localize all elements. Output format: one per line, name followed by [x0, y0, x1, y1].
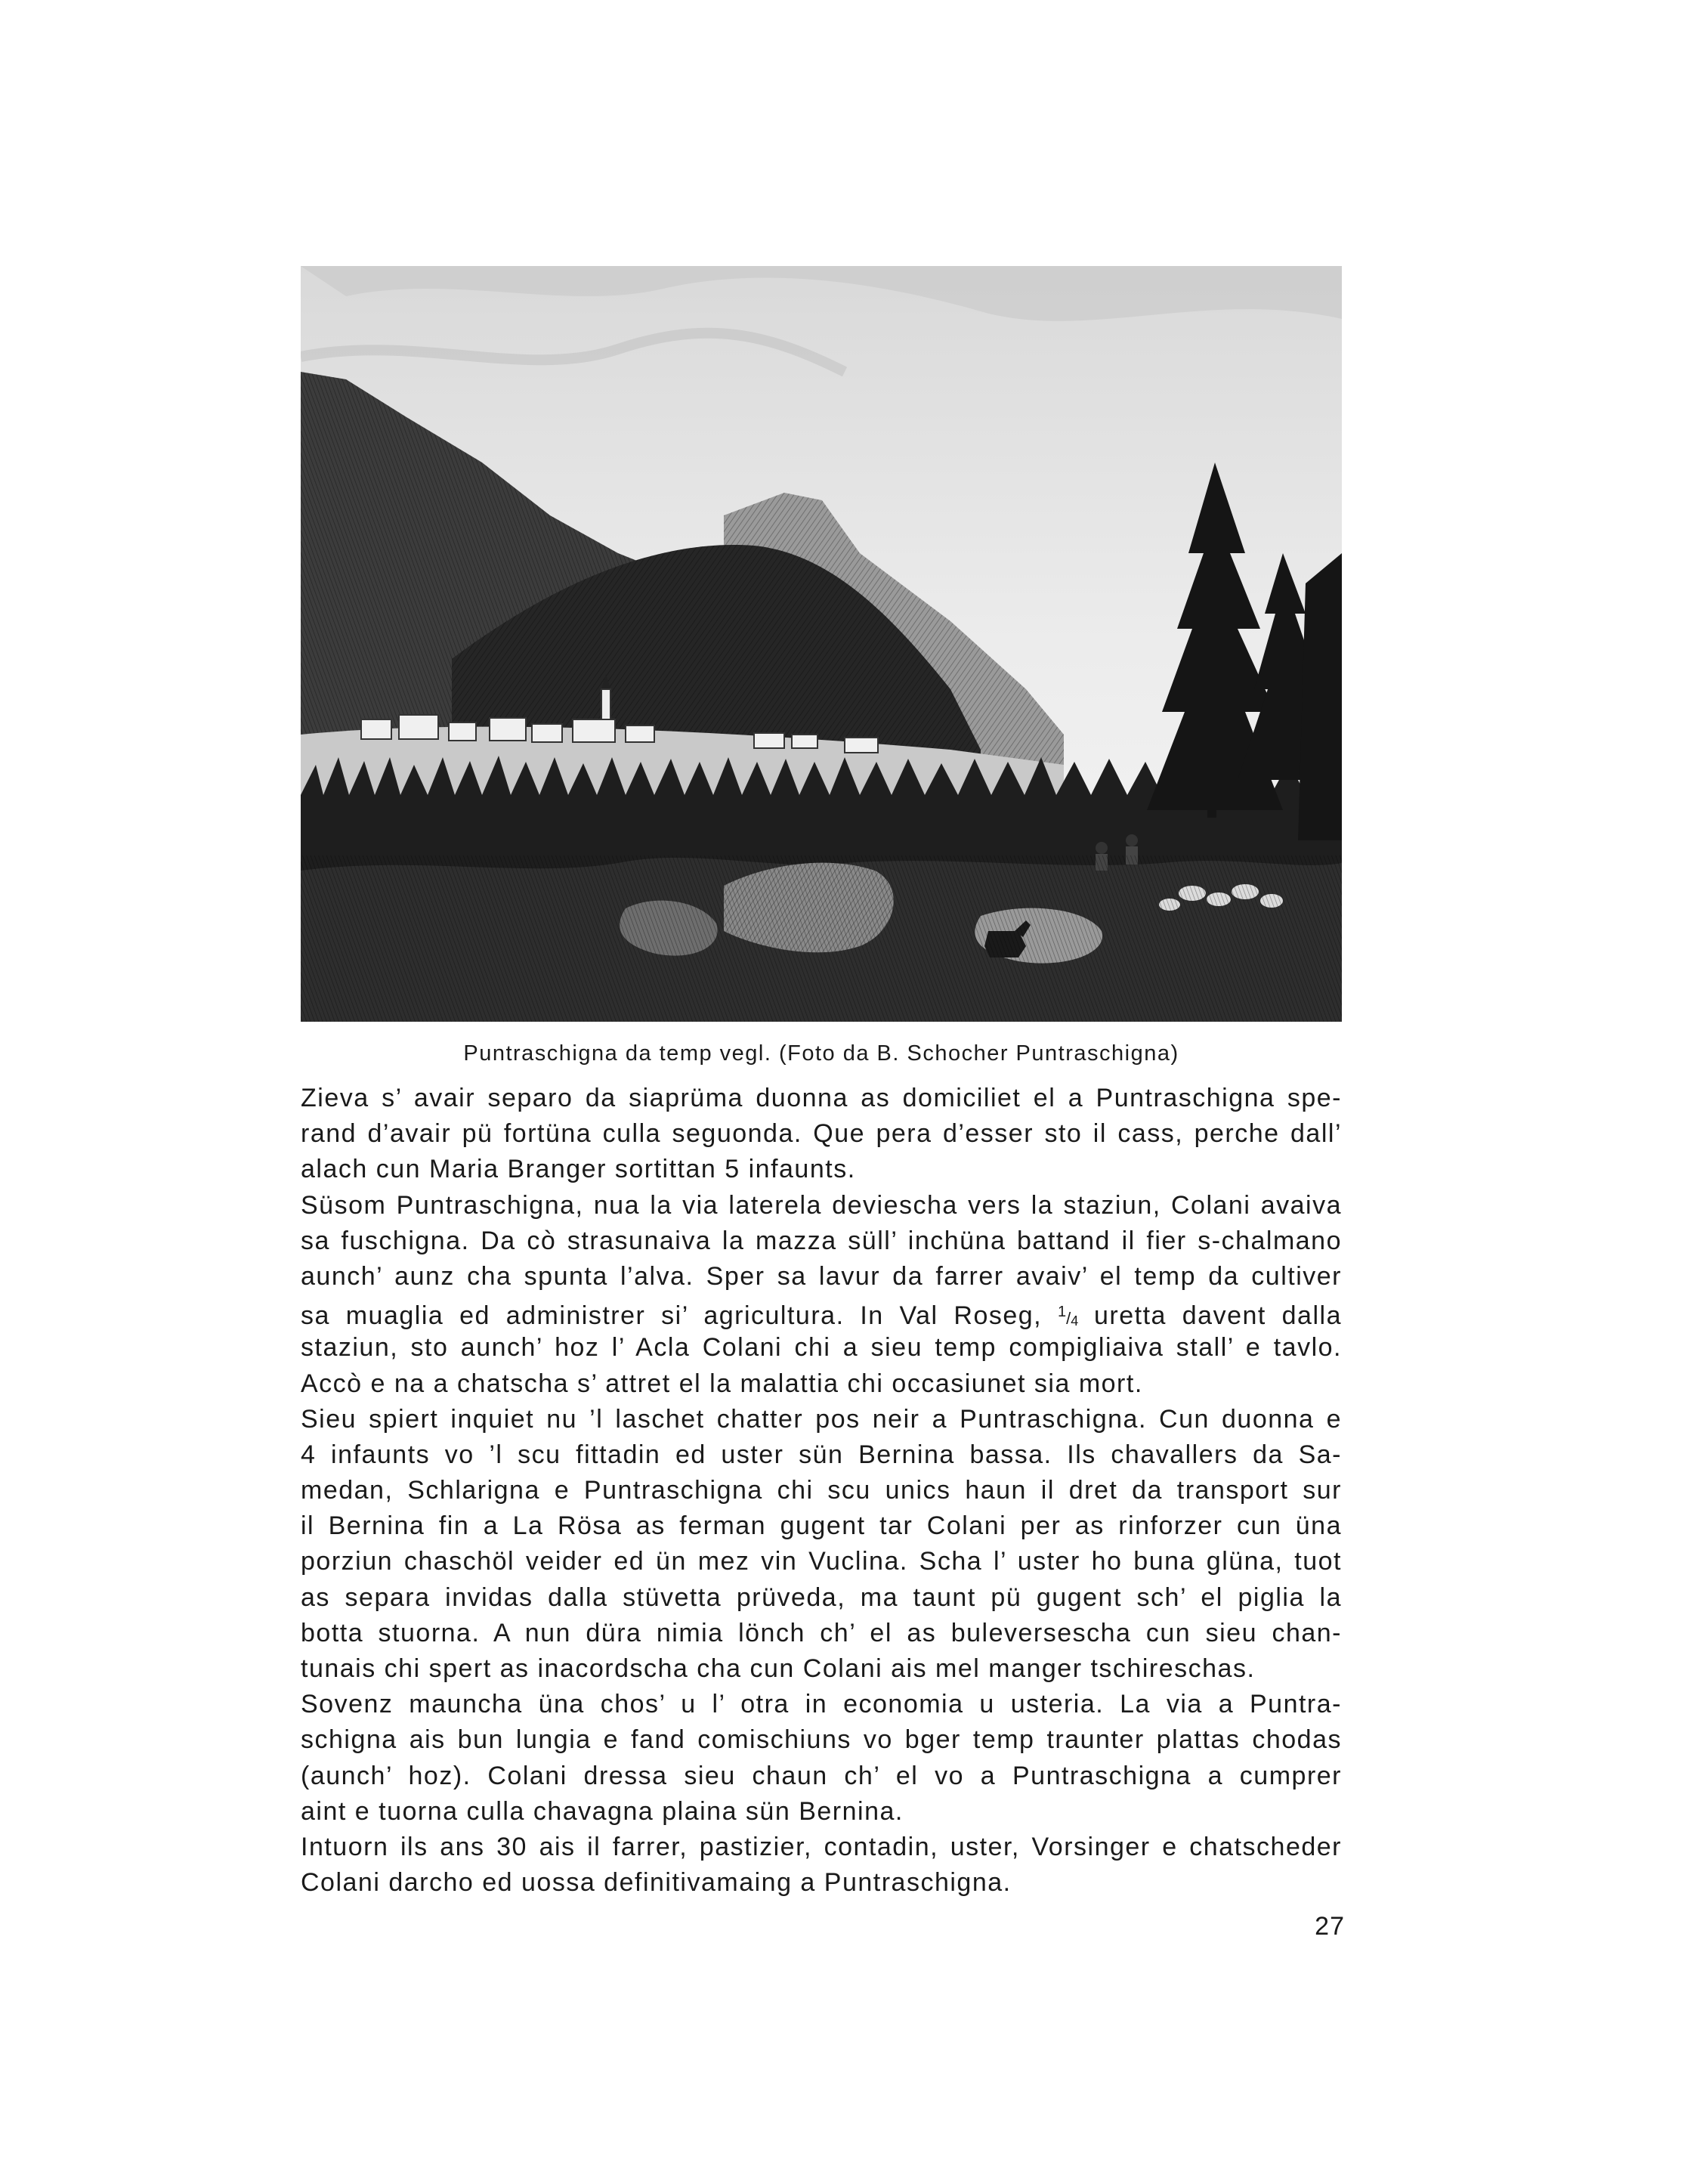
text-segment: uretta davent dalla: [1094, 1301, 1342, 1331]
fraction-quarter: $^1/_4$: [1057, 1304, 1079, 1329]
text-line: schigna ais bun lungia e fand comischiuns vo bger temp traunter plattas chodas: [301, 1725, 1342, 1755]
engraving-illustration: [301, 266, 1342, 1022]
text-line: tunais chi spert as inacordscha cha cun Colani ais mel manger tschireschas.: [301, 1654, 1256, 1683]
fraction-numerator: 1: [1057, 1304, 1067, 1321]
figure-caption: Puntraschigna da temp vegl. (Foto da B. Schocher Puntraschigna): [463, 1041, 1179, 1066]
fraction-denominator: 4: [1071, 1313, 1079, 1329]
text-line: Intuorn ils ans 30 ais il farrer, pastizier, contadin, uster, Vorsinger e chatscheder: [301, 1832, 1342, 1861]
text-segment: sa muaglia ed administrer si’ agricultura. In Val Roseg,: [301, 1301, 1043, 1331]
text-line: Zieva s’ avair separo da siaprüma duonna as domiciliet el a Puntraschigna spe-: [301, 1084, 1342, 1112]
text-line: Accò e na a chatscha s’ attret el la malattia chi occasiunet sia mort.: [301, 1369, 1143, 1398]
text-line: aunch’ aunz cha spunta l’alva. Sper sa lavur da farrer avaiv’ el temp da cultiver: [301, 1261, 1342, 1291]
engraving-figure: [301, 266, 1342, 1022]
text-line: medan, Schlarigna e Puntraschigna chi scu unics haun il dret da transport sur: [301, 1476, 1342, 1505]
text-line-with-fraction: [301, 1295, 1342, 1330]
text-line: il Bernina fin a La Rösa as ferman gugent tar Colani per as rinforzer cun üna: [301, 1511, 1342, 1541]
text-line: aint e tuorna culla chavagna plaina sün Bernina.: [301, 1796, 904, 1826]
page-number: 27: [1315, 1912, 1345, 1941]
text-line: alach cun Maria Branger sortittan 5 infaunts.: [301, 1155, 856, 1184]
text-line: staziun, sto aunch’ hoz l’ Acla Colani chi a sieu temp compigliaiva stall’ e tavlo.: [301, 1333, 1342, 1363]
article-body: [301, 1081, 1342, 1901]
text-line: Süsom Puntraschigna, nua la via laterela deviescha vers la staziun, Colani avaiva: [301, 1190, 1342, 1220]
text-line: botta stuorna. A nun düra nimia lönch ch’ el as buleversescha cun sieu chan-: [301, 1618, 1342, 1647]
text-line: as separa invidas dalla stüvetta prüveda, ma taunt pü gugent sch’ el piglia la: [301, 1582, 1342, 1612]
text-line: Colani darcho ed uossa definitivamaing a Puntraschigna.: [301, 1868, 1012, 1898]
text-line: rand d’avair pü fortüna culla seguonda. Que pera d’esser sto il cass, perche dall’: [301, 1119, 1342, 1149]
text-line: (aunch’ hoz). Colani dressa sieu chaun ch’ el vo a Puntraschigna a cumprer: [301, 1761, 1342, 1790]
text-line: sa fuschigna. Da cò strasunaiva la mazza süll’ inchüna battand il fier s-chalmano: [301, 1226, 1342, 1255]
text-line: porziun chaschöl veider ed ün mez vin Vuclina. Scha l’ uster ho buna glüna, tuot: [301, 1547, 1342, 1576]
text-line: Sieu spiert inquiet nu ’l laschet chatter pos neir a Puntraschigna. Cun duonna e: [301, 1404, 1342, 1434]
text-line: 4 infaunts vo ’l scu fittadin ed uster sün Bernina bassa. Ils chavallers da Sa-: [301, 1440, 1342, 1469]
text-line: Sovenz mauncha üna chos’ u l’ otra in economia u usteria. La via a Puntra-: [301, 1690, 1342, 1719]
